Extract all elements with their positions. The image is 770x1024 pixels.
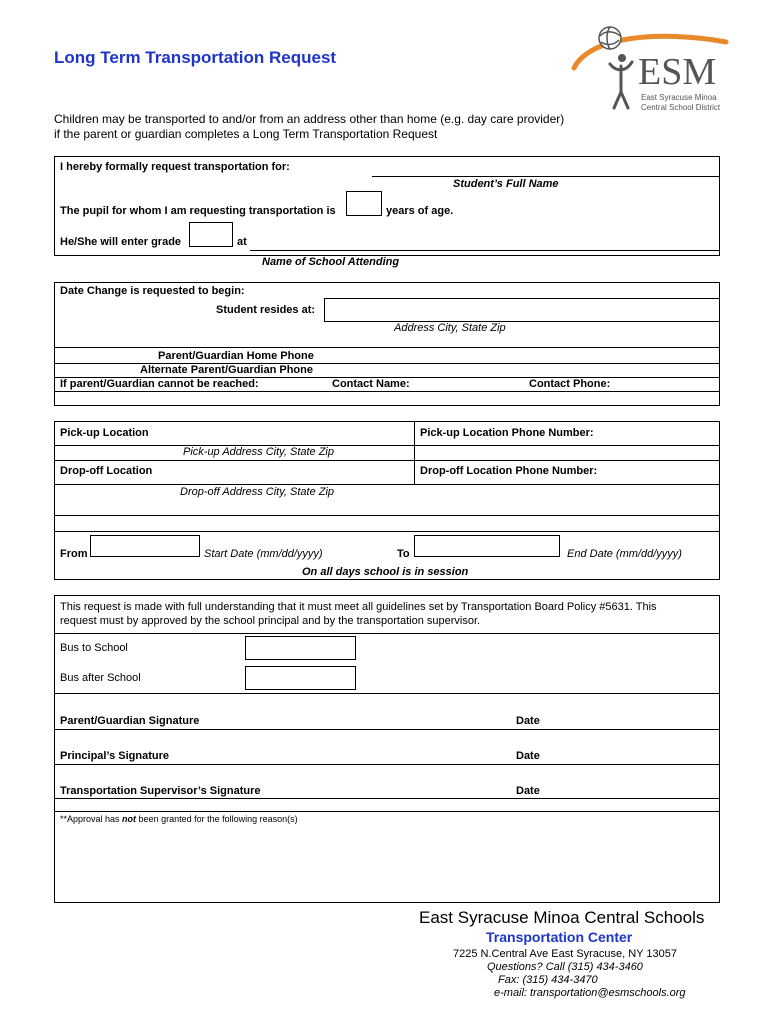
policy-line-2: request must by approved by the school principal and by the transportation supervisor. [60, 615, 481, 627]
logo-abbr: ESM [638, 51, 717, 93]
student-name-line[interactable] [372, 176, 720, 177]
from-label: From [60, 548, 88, 560]
dropoff-caption: Drop-off Address City, State Zip [180, 486, 335, 498]
bus-after-school-field[interactable] [245, 666, 356, 690]
divider-line [54, 484, 720, 485]
principal-signature-label: Principal’s Signature [60, 750, 170, 762]
footer-email[interactable]: e-mail: transportation@esmschools.org [494, 987, 686, 999]
approval-pre: **Approval has [60, 814, 123, 824]
intro-line-2: if the parent or guardian completes a Long Term Transportation Request [54, 127, 438, 141]
esm-logo [570, 22, 730, 114]
footer-fax: Fax: (315) 434-3470 [498, 974, 598, 986]
divider-line [54, 531, 720, 532]
address-caption: Address City, State Zip [394, 322, 506, 334]
pickup-caption: Pick-up Address City, State Zip [183, 446, 334, 458]
pickup-phone-label: Pick-up Location Phone Number: [420, 427, 594, 439]
grade-label-post: at [237, 236, 247, 248]
divider-line [54, 811, 720, 812]
divider-line [54, 633, 720, 634]
divider-line [54, 693, 720, 694]
age-field[interactable] [346, 191, 382, 216]
start-date-field[interactable] [90, 535, 200, 557]
school-line[interactable] [250, 250, 720, 251]
divider-line [54, 764, 720, 765]
divider-line [54, 445, 720, 446]
contact-phone-label: Contact Phone: [529, 378, 611, 390]
divider-line [54, 515, 720, 516]
divider-line [54, 347, 720, 348]
date-change-line[interactable] [325, 298, 720, 299]
student-name-caption: Student’s Full Name [453, 178, 559, 190]
school-caption: Name of School Attending [262, 256, 400, 268]
contact-name-label: Contact Name: [332, 378, 410, 390]
request-label: I hereby formally request transportation for: [60, 161, 290, 173]
bus-after-school-label: Bus after School [60, 672, 141, 684]
end-date-caption: End Date (mm/dd/yyyy) [567, 548, 682, 560]
footer-address: 7225 N.Central Ave East Syracuse, NY 13057 [453, 948, 678, 960]
divider-line [54, 460, 720, 461]
supervisor-signature-label: Transportation Supervisor’s Signature [60, 785, 261, 797]
pickup-label: Pick-up Location [60, 427, 149, 439]
principal-date-label: Date [516, 750, 540, 762]
age-label: The pupil for whom I am requesting transportation is [60, 205, 336, 217]
dropoff-label: Drop-off Location [60, 465, 153, 477]
parent-date-label: Date [516, 715, 540, 727]
cannot-reach-label: If parent/Guardian cannot be reached: [60, 378, 259, 390]
divider-vertical [324, 298, 325, 322]
intro-line-1: Children may be transported to and/or from an address other than home (e.g. day care provider) [54, 112, 565, 126]
alt-phone-label: Alternate Parent/Guardian Phone [140, 364, 313, 376]
policy-line-1: This request is made with full understanding that it must meet all guidelines set by Transportation Board Policy #5631. This [60, 601, 657, 613]
divider-vertical [414, 421, 415, 484]
date-change-label: Date Change is requested to begin: [60, 285, 245, 297]
divider-line [54, 391, 720, 392]
home-phone-label: Parent/Guardian Home Phone [158, 350, 314, 362]
approval-note [60, 814, 298, 824]
address-line[interactable] [325, 321, 720, 322]
transportation-center: Transportation Center [486, 929, 633, 945]
to-label: To [397, 548, 410, 560]
resides-label: Student resides at: [216, 304, 316, 316]
dropoff-phone-label: Drop-off Location Phone Number: [420, 465, 598, 477]
bus-to-school-label: Bus to School [60, 642, 128, 654]
divider-line [54, 729, 720, 730]
grade-label: He/She will enter grade [60, 236, 182, 248]
supervisor-date-label: Date [516, 785, 540, 797]
grade-field[interactable] [189, 222, 233, 247]
approval-post: been granted for the following reason(s) [136, 814, 298, 824]
esm-logo-graphic [570, 22, 730, 114]
form-title: Long Term Transportation Request [54, 48, 337, 67]
intro-text [54, 112, 564, 142]
logo-line-1: East Syracuse Minoa [641, 93, 717, 102]
start-date-caption: Start Date (mm/dd/yyyy) [204, 548, 323, 560]
approval-section [54, 595, 720, 903]
end-date-field[interactable] [414, 535, 560, 557]
bus-to-school-field[interactable] [245, 636, 356, 660]
approval-not: not [122, 814, 137, 824]
parent-signature-label: Parent/Guardian Signature [60, 715, 200, 727]
district-name: East Syracuse Minoa Central Schools [419, 908, 705, 927]
age-label-post: years of age. [386, 205, 454, 217]
days-note: On all days school is in session [302, 566, 469, 578]
logo-line-2: Central School District [641, 103, 721, 112]
divider-line [54, 798, 720, 799]
footer-questions: Questions? Call (315) 434-3460 [487, 961, 643, 973]
